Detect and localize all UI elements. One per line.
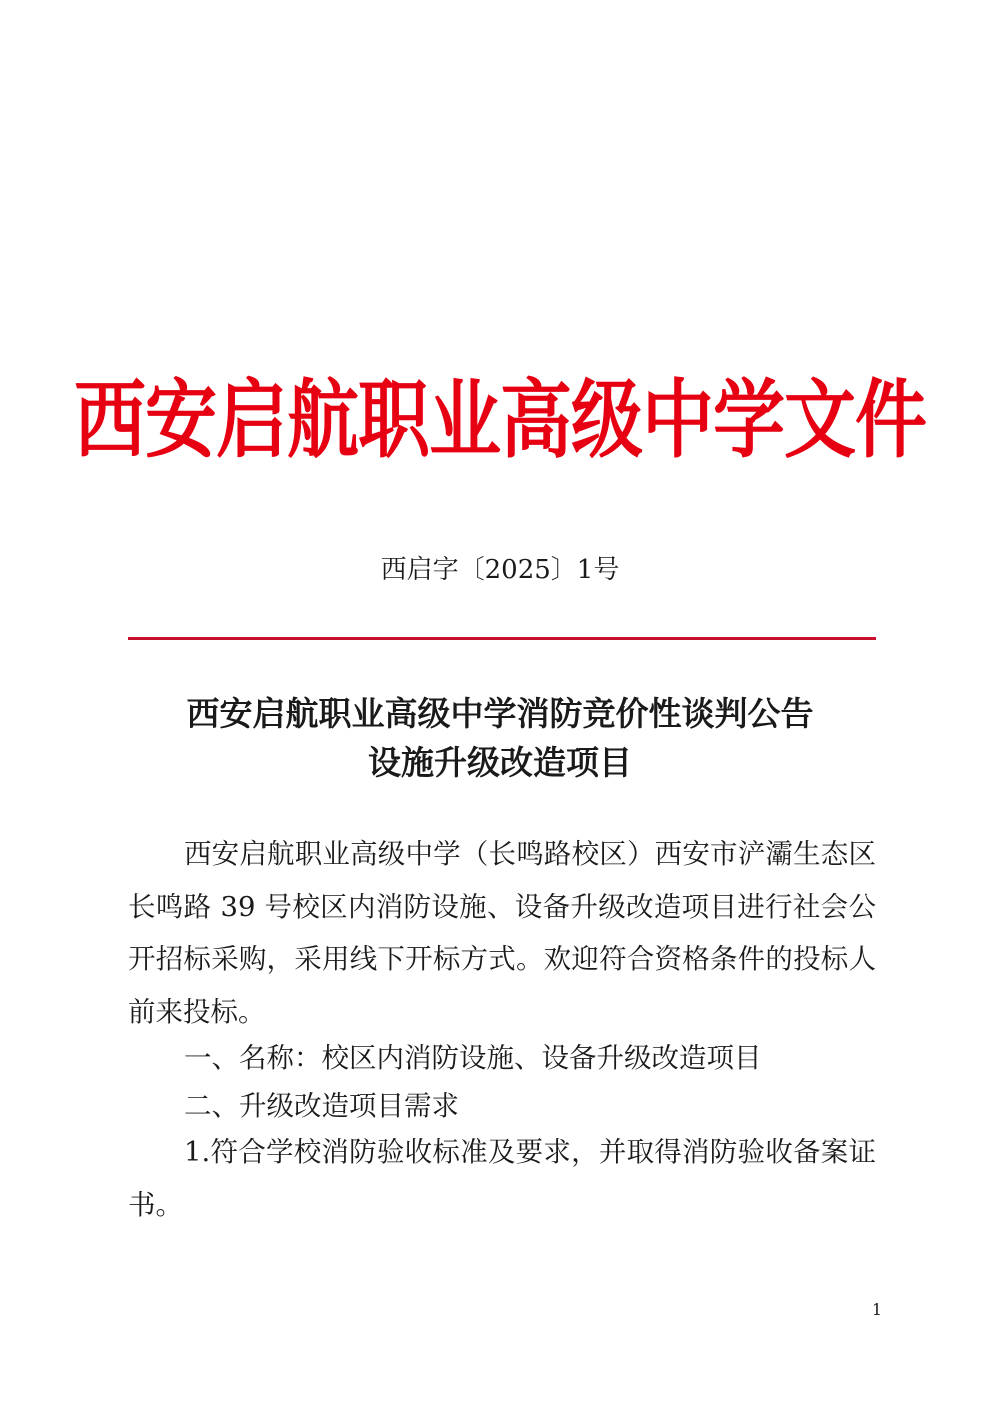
page-number: 1 (871, 1300, 883, 1319)
section-requirements-heading: 二、升级改造项目需求 (184, 1090, 459, 1122)
intro-paragraph: 西安启航职业高级中学（长鸣路校区）西安市浐灞生态区长鸣路 39 号校区内消防设施、设备升级改造项目进行社会公开招标采购，采用线下开标方式。欢迎符合资格条件的投标人前来投标。 (128, 838, 876, 1028)
requirement-item-1: 1.符合学校消防验收标准及要求，并取得消防验收备案证书。 (128, 1136, 876, 1221)
notice-title: 西安启航职业高级中学消防竞价性谈判公告 (186, 694, 814, 733)
red-divider-line (128, 637, 876, 640)
masthead-title: 西安启航职业高级中学文件 (73, 370, 926, 470)
notice-subtitle: 设施升级改造项目 (368, 743, 632, 782)
document-number: 西启字〔2025〕1号 (380, 555, 620, 585)
section-name-heading: 一、名称：校区内消防设施、设备升级改造项目 (184, 1042, 762, 1074)
